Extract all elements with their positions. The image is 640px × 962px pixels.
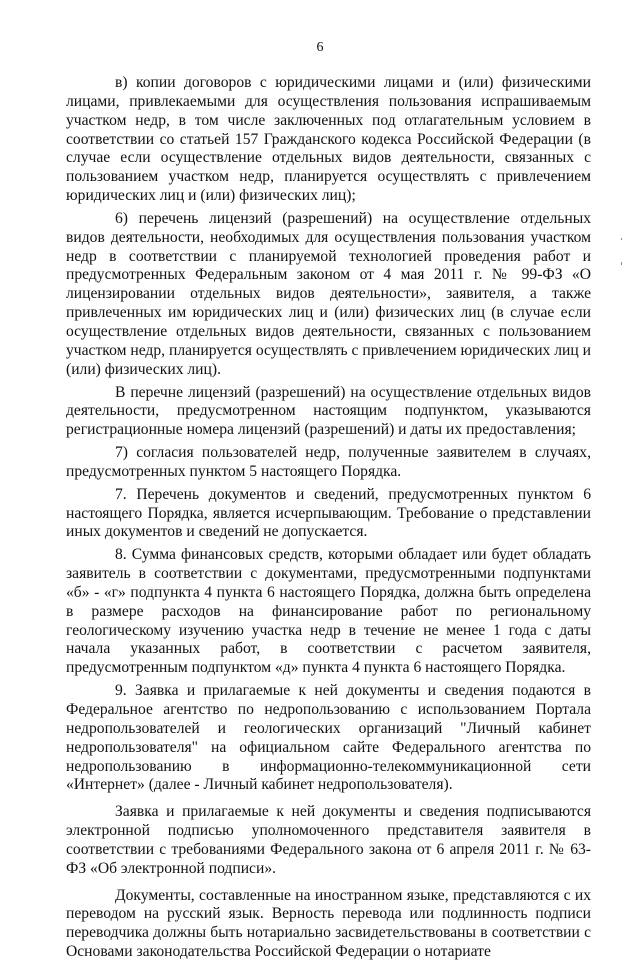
- document-body: [66, 74, 591, 962]
- paragraph-item-6-license-list: 6) перечень лицензий (разрешений) на осуществление отдельных видов деятельности, необходимых для осуществления пользования участком недр в соответствии с планируемой технологией проведения работ и предусмотренных Федеральным законом от 4 мая 2011 г. № 99-ФЗ «О лицензировании отдельных видов деятельности», заявителя, а также привлеченных им юридических лиц и (или) физических лиц (в случае если осуществление отдельных видов деятельности, связанных с пользованием участком недр, планируется осуществлять с привлечением юридических лиц и (или) физических лиц).: [66, 209, 591, 378]
- paragraph-electronic-signature: Заявка и прилагаемые к ней документы и сведения подписываются электронной подписью уполномоченного представителя заявителя в соответствии с требованиями Федерального закона от 6 апреля 2011 г. № 63-ФЗ «Об электронной подписи».: [66, 803, 591, 877]
- scan-edge-mark: [621, 238, 622, 240]
- page-number: 6: [316, 40, 324, 55]
- paragraph-item-v-contracts: в) копии договоров с юридическими лицами и (или) физическими лицами, привлекаемыми для осуществления пользования испрашиваемым участком недр, в том числе заключенных под отлагательным условием в соответствии со статьей 157 Гражданского кодекса Российской Федерации (в случае если осуществление отдельных видов деятельности, связанных с пользованием участком недр, планируется осуществлять с привлечением юридических лиц и (или) физических лиц);: [66, 74, 591, 205]
- paragraph-clause-9: 9. Заявка и прилагаемые к ней документы и сведения подаются в Федеральное агентство по недропользованию с использованием Портала недропользователей и геологических организаций "Личный кабинет недропользователя" на официальном сайте Федерального агентства по недропользованию в информационно-телекоммуникационной сети «Интернет» (далее - Личный кабинет недропользователя).: [66, 682, 591, 794]
- paragraph-license-registration: В перечне лицензий (разрешений) на осуществление отдельных видов деятельности, предусмотренном настоящим подпунктом, указываются регистрационные номера лицензий (разрешений) и даты их предоставления;: [66, 383, 591, 439]
- paragraph-clause-7: 7. Перечень документов и сведений, предусмотренных пунктом 6 настоящего Порядка, является исчерпывающим. Требование о представлении иных документов и сведений не допускается.: [66, 485, 591, 541]
- paragraph-foreign-language: Документы, составленные на иностранном языке, представляются с их переводом на русский язык. Верность перевода или подлинность подписи переводчика должны быть нотариально засвидетельствованы в соответствии с Основами законодательства Российской Федерации о нотариате: [66, 886, 591, 961]
- paragraph-item-7-subsoil-consent: 7) согласия пользователей недр, полученные заявителем в случаях, предусмотренных пунктом 5 настоящего Порядка.: [66, 444, 591, 480]
- scan-edge-mark: [621, 262, 622, 265]
- paragraph-clause-8: 8. Сумма финансовых средств, которыми обладает или будет обладать заявитель в соответствии с документами, предусмотренными подпунктами «б» - «г» подпункта 4 пункта 6 настоящего Порядка, должна быть определена в размере расходов на финансирование работ по региональному геологическому изучению участка недр в течение не менее 1 года с даты начала указанных работ, в соответствии с расчетом заявителя, предусмотренным подпунктом «д» пункта 4 пункта 6 настоящего Порядка.: [66, 546, 591, 677]
